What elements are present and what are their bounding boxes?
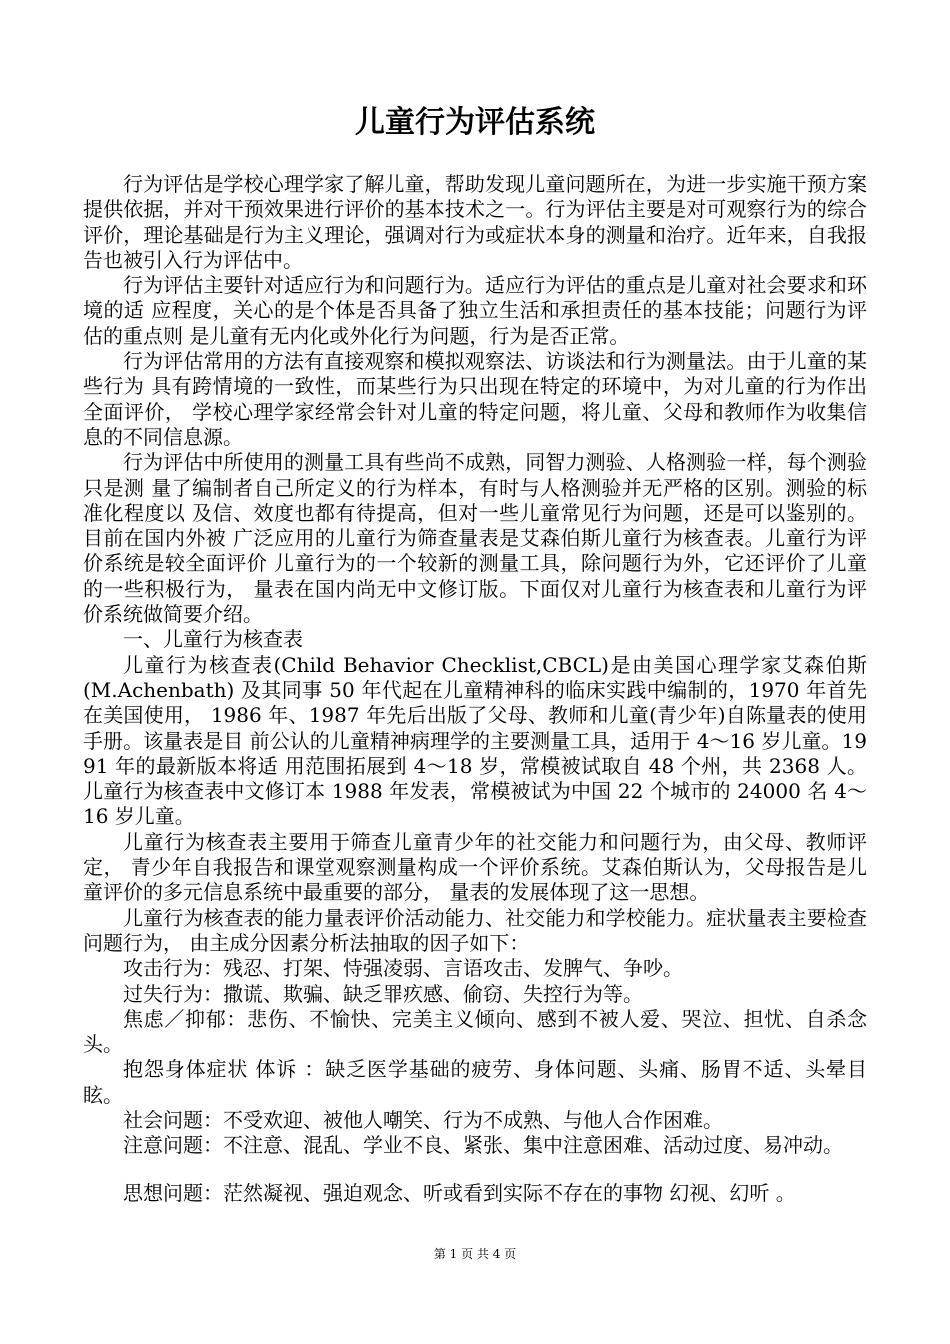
factor-somatic: 抱怨身体症状 体诉 ：缺乏医学基础的疲劳、身体问题、头痛、肠胃不适、头晕目眩。 — [83, 1057, 867, 1107]
factor-thought: 思想问题：茫然凝视、强迫观念、听或看到实际不存在的事物 幻视、幻听 。 — [123, 1180, 796, 1205]
paragraph-cbcl-scales: 儿童行为核查表的能力量表评价活动能力、社交能力和学校能力。症状量表主要检查问题行为， 由主成分因素分析法抽取的因子如下： — [83, 905, 867, 955]
factor-social: 社会问题：不受欢迎、被他人嘲笑、行为不成熟、与他人合作困难。 — [123, 1107, 723, 1132]
factor-delinquent: 过失行为：撒谎、欺骗、缺乏罪疚感、偷窃、失控行为等。 — [123, 981, 643, 1006]
page-title: 儿童行为评估系统 — [355, 105, 595, 140]
paragraph-methods: 行为评估常用的方法有直接观察和模拟观察法、访谈法和行为测量法。由于儿童的某些行为 具有跨情境的一致性，而某些行为只出现在特定的环境中，为对儿童的行为作出全面评价， 学校心理学家经常会针对儿童的特定问题，将儿童、父母和教师作为收集信息的不同信息源。 — [83, 349, 867, 449]
page-number-footer: 第 1 页 共 4 页 — [433, 1247, 517, 1261]
factor-aggressive: 攻击行为：残忍、打架、恃强凌弱、言语攻击、发脾气、争吵。 — [123, 956, 683, 981]
paragraph-cbcl-purpose: 儿童行为核查表主要用于筛查儿童青少年的社交能力和问题行为，由父母、教师评定， 青少年自我报告和课堂观察测量构成一个评价系统。艾森伯斯认为，父母报告是儿童评价的多元信息系统中最重要的部分， 量表的发展体现了这一思想。 — [83, 829, 867, 905]
paragraph-cbcl-history: 儿童行为核查表(Child Behavior Checklist,CBCL)是由美国心理学家艾森伯斯(M.Achenbath) 及其同事 50 年代起在儿童精神科的临床实践中编制的，1970 年首先在美国使用， 1986 年、1987 年先后出版了父母、教师和儿童(青少年)自陈量表的使用手册。该量表是目 前公认的儿童精神病理学的主要测量工具，适用于 4～16 岁儿童。1991 年的最新版本将适 用范围拓展到 4～18 岁，常模被试取自 48 个州，共 2368 人。儿童行为核查表中文修订本 1988 年发表，常模被试为中国 22 个城市的 24000 名 4～16 岁儿童。 — [83, 652, 867, 829]
section-heading-cbcl: 一、儿童行为核查表 — [123, 627, 303, 652]
factor-attention: 注意问题：不注意、混乱、学业不良、紧张、集中注意困难、活动过度、易冲动。 — [123, 1133, 843, 1158]
paragraph-adaptive-problem: 行为评估主要针对适应行为和问题行为。适应行为评估的重点是儿童对社会要求和环境的适 应程度，关心的是个体是否具备了独立生活和承担责任的基本技能；问题行为评估的重点则 是儿童有无内化或外化行为问题，行为是否正常。 — [83, 273, 867, 348]
document-body — [83, 172, 867, 1206]
paragraph-intro: 行为评估是学校心理学家了解儿童，帮助发现儿童问题所在，为进一步实施干预方案提供依据，并对干预效果进行评价的基本技术之一。行为评估主要是对可观察行为的综合评价，理论基础是行为主义理论，强调对行为或症状本身的测量和治疗。近年来，自我报告也被引入行为评估中。 — [83, 172, 867, 272]
factor-anxious-depressed: 焦虑／抑郁：悲伤、不愉快、完美主义倾向、感到不被人爱、哭泣、担忧、自杀念头。 — [83, 1006, 867, 1057]
paragraph-tools: 行为评估中所使用的测量工具有些尚不成熟，同智力测验、人格测验一样，每个测验只是测 量了编制者自己所定义的行为样本，有时与人格测验并无严格的区别。测验的标准化程度以 及信、效度也都有待提高，但对一些儿童常见行为问题，还是可以鉴别的。目前在国内外被 广泛应用的儿童行为筛查量表是艾森伯斯儿童行为核查表。儿童行为评价系统是较全面评价 儿童行为的一个较新的测量工具，除问题行为外，它还评价了儿童的一些积极行为， 量表在国内尚无中文修订版。下面仅对儿童行为核查表和儿童行为评价系统做简要介绍。 — [83, 450, 867, 627]
